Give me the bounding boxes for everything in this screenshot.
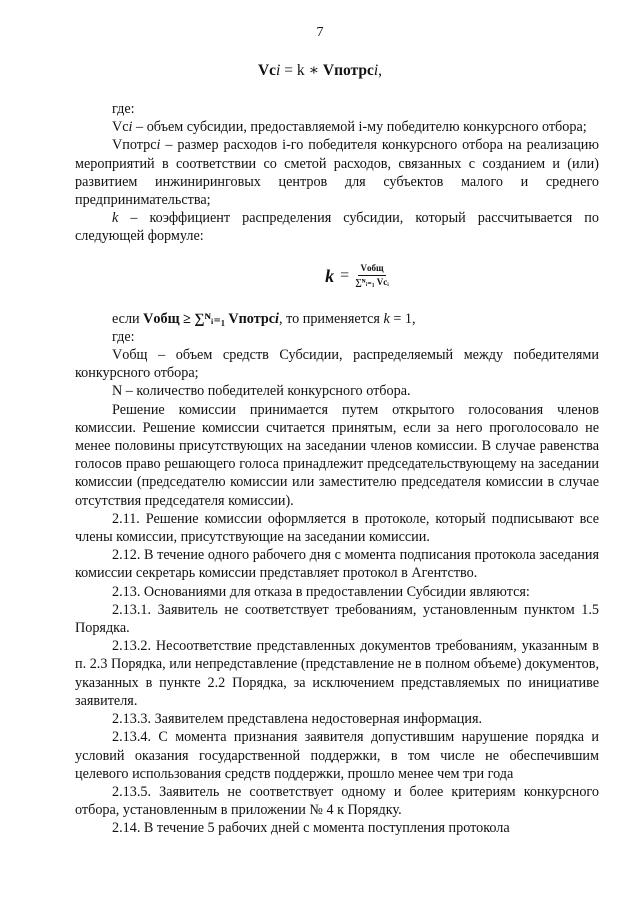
paragraph-2-13-3: 2.13.3. Заявителем представлена недостоверная информация. — [112, 711, 483, 728]
paragraph-decision: Решение комиссии принимается путем открытого голосования членов комиссии. Решение комиссии считается принятым, если за него проголосовало не менее половины присутствующих на заседании членов комиссии. В случае равенства голосов право решающего голоса принадлежит председательствующему на заседании комиссии (председателю комиссии или заместителю председателя комиссии в случае отсутствия председателя комиссии). — [75, 401, 599, 509]
condition-line: если Vобщ ≥ ∑ᴺᵢ₌₁ Vпотрсi, то применяется k = 1, — [112, 310, 416, 327]
paragraph-2-13: 2.13. Основаниями для отказа в предоставлении Субсидии являются: — [112, 583, 530, 600]
page-number: 7 — [316, 25, 324, 40]
formula-subsidy: Vci = k ∗ Vпотрсi, — [257, 62, 383, 79]
paragraph-2-12: 2.12. В течение одного рабочего дня с момента подписания протокола заседания комиссии секретарь комиссии представляет протокол в Агентство. — [75, 547, 599, 582]
definition-k: k – коэффициент распределения субсидии, который рассчитывается по следующей формуле: — [75, 210, 599, 245]
definition-vci: Vci – объем субсидии, предоставляемой i-му победителю конкурсного отбора; — [112, 119, 587, 136]
definition-vpotr: Vпотрсi – размер расходов i-го победителя конкурсного отбора на реализацию мероприятий в соответствии со сметой расходов, связанных с созданием и (или) развитием инжиниринговых центров для субъектов малого и среднего предпринимательства; — [75, 137, 599, 209]
paragraph-2-14: 2.14. В течение 5 рабочих дней с момента поступления протокола — [112, 820, 510, 837]
formula-coefficient: k = $\frac{\text{Vобщ}}{\text{∑ᴺᵢ₌₁ Vcᵢ}}$ — [325, 263, 389, 288]
where-label-2: где: — [112, 328, 135, 345]
paragraph-2-11: 2.11. Решение комиссии оформляется в протоколе, который подписывают все члены комиссии, присутствующие на заседании комиссии. — [75, 510, 599, 546]
fraction: $\frac{\text{Vобщ}}{\text{∑ᴺᵢ₌₁ Vcᵢ}}$ — [355, 263, 389, 288]
paragraph-2-13-5: 2.13.5. Заявитель не соответствует одному и более критериям конкурсного отбора, установленным в приложении № 4 к Порядку. — [75, 783, 599, 819]
paragraph-2-13-4: 2.13.4. С момента признания заявителя допустившим нарушение порядка и условий оказания государственной поддержки, в том числе не обеспечившим целевого использования средств поддержки, прошло менее чем три года — [75, 729, 599, 782]
where-label-1: где: — [112, 101, 135, 117]
definition-n: N – количество победителей конкурсного отбора. — [112, 383, 411, 400]
paragraph-2-13-1: 2.13.1. Заявитель не соответствует требованиям, установленным пунктом 1.5 Порядка. — [75, 601, 599, 637]
definition-vobsh: Vобщ – объем средств Субсидии, распределяемый между победителями конкурсного отбора; — [75, 347, 599, 382]
document-body — [75, 100, 599, 838]
paragraph-2-13-2: 2.13.2. Несоответствие представленных документов требованиям, указанным в п. 2.3 Порядка, или непредставление (представление не в полном объеме) документов, указанных в пункте 2.2 Порядка, за исключением представляемых по инициативе заявителя. — [75, 638, 599, 709]
